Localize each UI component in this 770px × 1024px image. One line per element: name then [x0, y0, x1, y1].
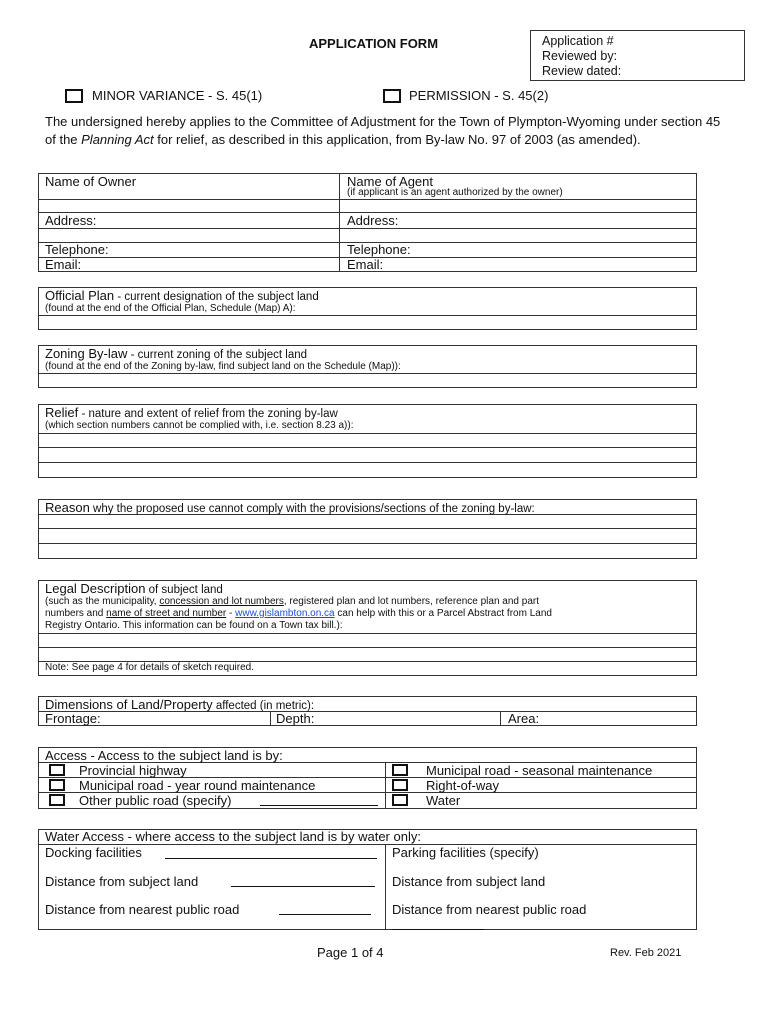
other-public-road-label: Other public road (specify): [79, 793, 232, 808]
reason-title: Reason: [45, 500, 90, 515]
access-title: Access: [45, 748, 87, 763]
agent-address-label: Address:: [347, 213, 399, 228]
planning-act-text: Planning Act: [81, 132, 154, 147]
intro-paragraph: [45, 113, 725, 149]
other-public-road-checkbox[interactable]: [49, 794, 65, 806]
official-plan-desc: - current designation of the subject land: [114, 291, 319, 303]
access-desc: - Access to the subject land is by:: [86, 748, 283, 763]
form-title: APPLICATION FORM: [309, 36, 439, 51]
municipal-year-round-label: Municipal road - year round maintenance: [79, 778, 316, 793]
page-number: Page 1 of 4: [317, 945, 384, 960]
owner-address-label: Address:: [45, 213, 97, 228]
sketch-note: Note: See page 4 for details of sketch required.: [45, 662, 255, 673]
agent-email-label: Email:: [347, 257, 384, 272]
reason-desc: why the proposed use cannot comply with the provisions/sections of the zoning by-law:: [89, 503, 535, 515]
relief-desc: - nature and extent of relief from the zoning by-law: [78, 408, 338, 420]
relief-field[interactable]: [39, 434, 696, 477]
legal-line1-b: , registered plan and lot numbers, reference plan and part: [283, 596, 539, 607]
agent-name-field[interactable]: [340, 200, 696, 212]
dimensions-title: Dimensions of Land/Property: [45, 697, 213, 712]
other-public-road-field[interactable]: [260, 805, 378, 806]
legal-description-field[interactable]: [39, 634, 696, 661]
reason-field[interactable]: [39, 515, 696, 558]
right-of-way-checkbox[interactable]: [392, 779, 408, 791]
legal-line2-a: numbers and: [45, 608, 107, 619]
water-access-title: Water Access: [45, 829, 124, 844]
distance-subject-land-right-label: Distance from subject land: [392, 874, 546, 889]
agent-telephone-label: Telephone:: [347, 242, 411, 257]
distance-nearest-road-right-field[interactable]: [392, 929, 484, 930]
right-of-way-label: Right-of-way: [426, 778, 499, 793]
municipal-seasonal-label: Municipal road - seasonal maintenance: [426, 763, 653, 778]
legal-line1-underlined: concession and lot numbers: [159, 596, 284, 607]
name-of-agent-label: Name of Agent: [347, 174, 433, 189]
owner-name-field[interactable]: [39, 200, 338, 212]
legal-line1-a: (such as the municipality,: [45, 596, 160, 607]
water-access-heading: [45, 829, 421, 844]
water-access-desc: - where access to the subject land is by water only:: [123, 829, 421, 844]
access-heading: [45, 748, 283, 763]
distance-subject-land-left-field[interactable]: [231, 886, 375, 887]
gislambton-link[interactable]: www.gislambton.on.ca: [235, 608, 335, 619]
permission-checkbox[interactable]: [383, 89, 401, 103]
official-plan-field[interactable]: [39, 316, 696, 329]
area-label: Area:: [508, 711, 540, 726]
legal-line2-underlined: name of street and number: [106, 608, 227, 619]
water-label: Water: [426, 793, 461, 808]
intro-text-2: for relief, as described in this application, from By-law No. 97 of 2003 (as amended).: [153, 132, 641, 147]
official-plan-note: (found at the end of the Official Plan, Schedule (Map) A):: [45, 303, 296, 314]
application-number-label: Application #: [542, 34, 614, 48]
zoning-note: (found at the end of the Zoning by-law, find subject land on the Schedule (Map)):: [45, 361, 401, 372]
zoning-desc: - current zoning of the subject land: [127, 349, 308, 361]
provincial-highway-checkbox[interactable]: [49, 764, 65, 776]
municipal-year-round-checkbox[interactable]: [49, 779, 65, 791]
official-plan-title: Official Plan: [45, 288, 115, 303]
docking-facilities-label: Docking facilities: [45, 845, 142, 860]
legal-note-line-1: [45, 596, 539, 608]
legal-desc: of subject land: [145, 584, 223, 596]
depth-label: Depth:: [276, 711, 315, 726]
intro-text-1: The undersigned hereby applies to the Committee of Adjustment for the Town of Plympton-Wyoming under section 45 of the: [45, 114, 721, 147]
relief-title: Relief: [45, 405, 79, 420]
zoning-field[interactable]: [39, 374, 696, 387]
permission-label: PERMISSION - S. 45(2): [409, 88, 549, 103]
zoning-title: Zoning By-law: [45, 346, 128, 361]
revision-date: Rev. Feb 2021: [610, 947, 682, 959]
dimensions-desc: affected (in metric):: [212, 700, 315, 712]
legal-note-line-2: [45, 608, 552, 620]
agent-note: (if applicant is an agent authorized by the owner): [347, 187, 563, 198]
distance-nearest-road-left-field[interactable]: [279, 914, 371, 915]
municipal-seasonal-checkbox[interactable]: [392, 764, 408, 776]
legal-line2-c: can help with this or a Parcel Abstract from Land: [334, 608, 552, 619]
water-checkbox[interactable]: [392, 794, 408, 806]
distance-nearest-road-left-label: Distance from nearest public road: [45, 902, 240, 917]
parking-facilities-label: Parking facilities (specify): [392, 845, 539, 860]
review-box: [530, 30, 745, 81]
legal-line2-b: -: [226, 608, 236, 619]
owner-telephone-label: Telephone:: [45, 242, 109, 257]
owner-email-label: Email:: [45, 257, 82, 272]
review-dated-label: Review dated:: [542, 64, 622, 78]
distance-nearest-road-right-label: Distance from nearest public road: [392, 902, 587, 917]
reviewed-by-label: Reviewed by:: [542, 49, 618, 63]
docking-facilities-field[interactable]: [165, 858, 377, 859]
minor-variance-label: MINOR VARIANCE - S. 45(1): [92, 88, 263, 103]
frontage-label: Frontage:: [45, 711, 101, 726]
distance-subject-land-left-label: Distance from subject land: [45, 874, 199, 889]
minor-variance-checkbox[interactable]: [65, 89, 83, 103]
name-of-owner-label: Name of Owner: [45, 174, 137, 189]
legal-title: Legal Description: [45, 581, 146, 596]
legal-note-line-3: Registry Ontario. This information can be found on a Town tax bill.):: [45, 620, 343, 631]
provincial-highway-label: Provincial highway: [79, 763, 187, 778]
relief-note: (which section numbers cannot be complied with, i.e. section 8.23 a)):: [45, 420, 354, 431]
